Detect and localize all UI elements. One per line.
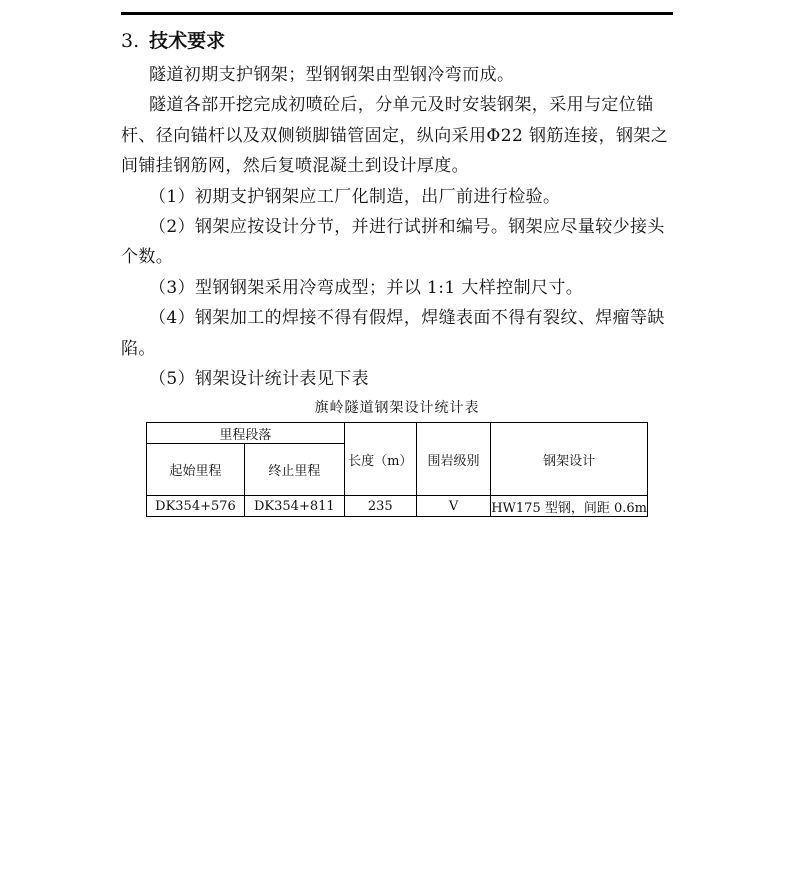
header-end-mileage: 终止里程 xyxy=(244,444,344,496)
header-rock-grade: 围岩级别 xyxy=(416,423,490,496)
cell-length: 235 xyxy=(344,496,416,517)
header-mileage-section: 里程段落 xyxy=(147,423,345,444)
cell-rock-grade: V xyxy=(416,496,490,517)
paragraph: 隧道各部开挖完成初喷砼后，分单元及时安装钢架，采用与定位锚杆、径向锚杆以及双侧锁脚锚管固定，纵向采用Φ22 钢筋连接，钢架之间铺挂钢筋网，然后复喷混凝土到设计厚度。 xyxy=(121,95,669,177)
header-length: 长度（m） xyxy=(344,423,416,496)
cell-frame-design: HW175 型钢，间距 0.6m xyxy=(491,496,648,517)
section-heading xyxy=(121,28,225,54)
table-row xyxy=(147,496,648,517)
paragraph: 隧道初期支护钢架；型钢钢架由型钢冷弯而成。 xyxy=(149,65,515,85)
cell-start-mileage: DK354+576 xyxy=(147,496,245,517)
cell-end-mileage: DK354+811 xyxy=(244,496,344,517)
paragraph: （3）型钢钢架采用冷弯成型；并以 1:1 大样控制尺寸。 xyxy=(149,277,584,298)
paragraph: （2）钢架应按设计分节，并进行试拼和编号。钢架应尽量较少接头个数。 xyxy=(121,217,665,268)
paragraph: （4）钢架加工的焊接不得有假焊，焊缝表面不得有裂纹、焊瘤等缺陷。 xyxy=(121,308,665,359)
header-start-mileage: 起始里程 xyxy=(147,444,245,496)
section-title: 技术要求 xyxy=(149,30,226,52)
top-rule xyxy=(121,12,673,15)
table-title: 旗岭隧道钢架设计统计表 xyxy=(314,400,480,416)
header-frame-design: 钢架设计 xyxy=(491,423,648,496)
section-number: 3. xyxy=(121,30,140,52)
body-text xyxy=(121,60,675,394)
paragraph: （1）初期支护钢架应工厂化制造，出厂前进行检验。 xyxy=(149,186,561,207)
steel-frame-stats-table xyxy=(146,422,648,517)
paragraph: （5）钢架设计统计表见下表 xyxy=(149,369,370,390)
